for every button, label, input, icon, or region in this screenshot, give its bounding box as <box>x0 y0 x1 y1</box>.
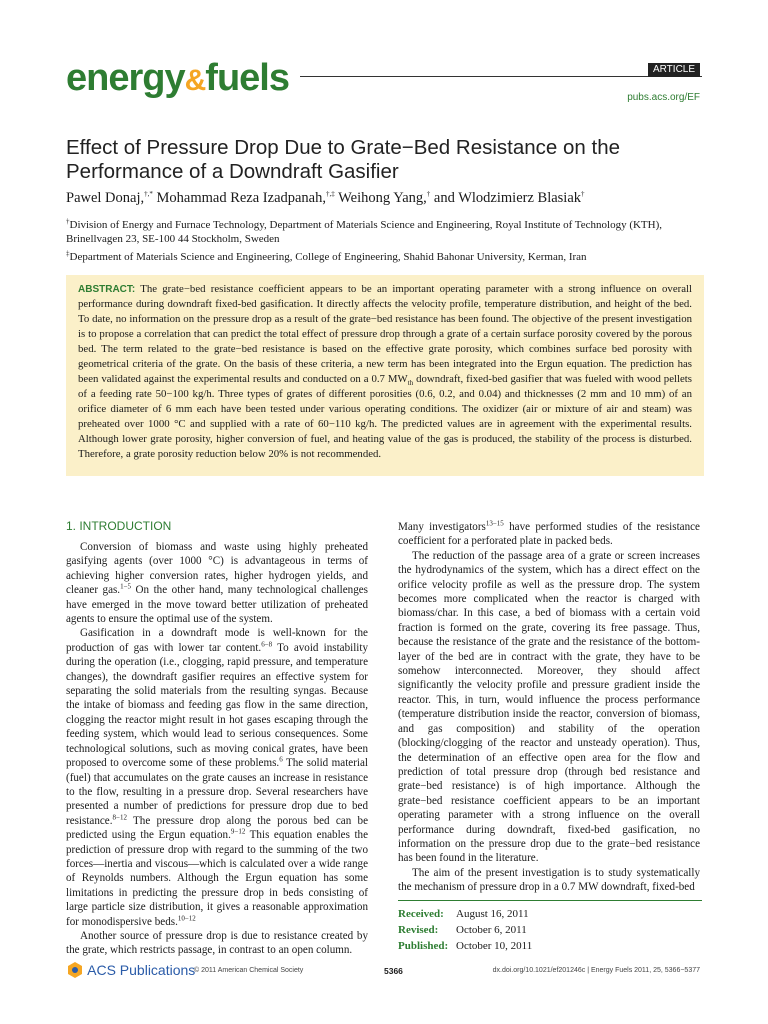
affiliation-text: Division of Energy and Furnace Technology, Department of Materials Science and Engineering, Royal Institute of Technology (KTH), Brinellvagen 23, SE-100 44 Stockholm, Sweden <box>66 219 663 245</box>
citation-ref[interactable]: 8−12 <box>112 813 127 822</box>
paragraph: The aim of the present investigation is to study systematically the mechanism of pressure drop in a 0.7 MW downdraft, fixed-bed <box>398 866 700 894</box>
dates-rule <box>398 900 702 901</box>
logo-ampersand: & <box>184 64 206 97</box>
journal-url-link[interactable]: pubs.acs.org/EF <box>627 92 700 103</box>
paragraph: Many investigators$^{13-15}$ have performed studies of the resistance coefficient for a perforated plate in packed beds. <box>398 519 700 548</box>
revised-date: October 6, 2011 <box>456 924 527 936</box>
published-date: October 10, 2011 <box>456 940 533 952</box>
received-label: Received: <box>398 908 444 920</box>
author-name[interactable]: Weihong Yang, <box>334 190 427 206</box>
header-rule <box>300 76 702 77</box>
journal-logo <box>66 56 289 103</box>
author-name[interactable]: and Wlodzimierz Blasiak <box>430 190 582 206</box>
article-badge: ARTICLE <box>648 63 700 77</box>
received-date: August 16, 2011 <box>456 908 529 920</box>
section-heading: 1. INTRODUCTION <box>66 519 172 533</box>
citation-ref[interactable]: 10−12 <box>177 913 196 922</box>
citation-ref[interactable]: 6 <box>279 755 283 764</box>
doi-citation-link[interactable]: dx.doi.org/10.1021/ef201246c | Energy Fuels 2011, 25, 5366−5377 <box>492 967 700 974</box>
abstract <box>78 282 692 462</box>
author-mark: †,‡ <box>326 190 335 199</box>
copyright: © 2011 American Chemical Society <box>194 967 304 974</box>
affiliation-2 <box>66 250 716 264</box>
abstract-subscript: th <box>407 379 414 388</box>
logo-part-energy: energy <box>66 57 185 99</box>
author-list <box>66 188 706 208</box>
abstract-text: downdraft, fixed-bed gasifier that was fueled with wood pellets of a feeding rate 50−100 kg/h. Three types of grates of different porosities (0.6, 0.2, and 0.04) and thicknesses (2 mm and 10 mm) of an orifice diameter of 6 mm each have been tested under various operating conditions. The oxidizer (air or mixture of air and steam) was preheated over 1000 °C and supplied with a rate of 60−110 kg/h. The predicted values are in agreement with the experimental results. Although lower grate porosity, higher conversion of fuel, and heating value of the gas is produced, the stability of the process is disturbed. Therefore, a grate porosity reduction below 20% is not recommended. <box>78 373 692 460</box>
author-name[interactable]: Mohammad Reza Izadpanah, <box>152 190 326 206</box>
author-name[interactable]: Pawel Donaj, <box>66 190 145 206</box>
acs-publications-logo[interactable] <box>66 961 195 979</box>
publisher-name: ACS Publications <box>87 962 196 978</box>
page-number: 5366 <box>384 966 403 976</box>
citation-ref[interactable]: 9−12 <box>230 827 246 836</box>
author-mark: † <box>581 190 585 199</box>
paragraph: Conversion of biomass and waste using highly preheated gasifying agents (over 1000 °C) is advantageous in terms of achieving higher conversion rates, higher hydrogen yields, and cleaner gas.$^{1-5}$ On the other hand, many technological challenges have emerged in the move toward better utilization of preheated agents to ensure the optimal use of the system. <box>66 541 369 626</box>
paragraph: Another source of pressure drop is due to resistance created by the grate, which restricts passage, in contrast to an open column. <box>66 929 368 957</box>
paper-title: Effect of Pressure Drop Due to Grate−Bed Resistance on the Performance of a Downdraft Gasifier <box>66 136 620 183</box>
affiliation-text: Department of Materials Science and Engineering, College of Engineering, Shahid Bahonar University, Kerman, Iran <box>69 251 587 263</box>
revised-label: Revised: <box>398 924 439 936</box>
author-mark: † <box>426 190 431 199</box>
paragraph: The reduction of the passage area of a grate or screen increases the hydrodynamics of the system, which has a direct effect on the orifice velocity profile as well as the pressure drop. The system becomes more complicated when the reactor is charged with biomass/char. In this case, a bed of biomass with a certain void fraction is formed on the grate, covering its free passage. Thus, because the resistance of the grate and the resistance of the bottom-layer of the bed are in contract with the grate, they have to be somehow interconnected. Moreover, they should affect significantly the velocity profile and pressure gradient inside the reactor. This, in turn, would influence the process performance (temperature distribution inside the reactor, conversion of biomass, and gas composition) and stability of the operation (blocking/clogging of the reactor and unsteady operation). Thus, the determination of an effective open area for the flow and prediction of total pressure drop (through bed resistance and grate−bed resistance) is of high importance. Although the grate−bed resistance coefficient appears to be an important operating parameter with a strong influence on the overall performance during downdraft, fixed-bed gasification, no information on the pressure drop due to the grate−bed resistance has been found in the literature. <box>398 549 700 865</box>
published-label: Published: <box>398 940 449 952</box>
citation-ref[interactable]: 6−8 <box>261 640 273 649</box>
acs-hexagon-icon <box>66 961 84 979</box>
paragraph: Gasification in a downdraft mode is well-known for the production of gas with lower tar content.$^{6-8}$ To avoid instability during the operation (i.e., clogging, rapid pressure, and temperature changes), the downdraft gasifier requires an effective system for separating the solid materials from the resulting syngas. Because the intake of biomass and feeding gas flow in the same direction, clogging the reactor might result in hot gases escaping through the feeding system, which would lead to serious consequences. Some technological solutions, such as moving conical grates, have been proposed to overcome some of these problems.$^6$ The solid material (fuel) that accumulates on the grate causes an increase in resistance to the flow, resulting in a pressure drop. Several researchers have presented a number of predictions for pressure drop due to bed resistance.$^{8-12}$ The pressure drop along the porous bed can be predicted using the Ergun equation.$^{9-12}$ This equation enables the prediction of pressure drop with regard to the summing of the two forces—inertia and viscous—which is calculated over a wide range of Reynolds numbers. Although the Ergun equation has some limitations in predicting the pressure drop in beds consisting of large particle size distribution, it gives a reasonable approximation for monodispersive beds.$^{10-12}$ <box>66 627 368 928</box>
citation-ref[interactable]: 1−5 <box>120 582 132 591</box>
right-column <box>398 520 700 895</box>
logo-part-fuels: fuels <box>205 57 289 99</box>
author-mark: †,* <box>144 190 153 199</box>
left-column <box>66 518 368 958</box>
affiliation-1 <box>66 218 716 246</box>
affiliation-mark: † <box>66 217 70 226</box>
abstract-label: ABSTRACT: <box>78 284 136 295</box>
affiliation-mark: ‡ <box>66 249 70 258</box>
abstract-text: The grate−bed resistance coefficient appears to be an important operating parameter with a strong influence on overall performance during downdraft fixed-bed gasification. It directly affects the velocity profile, temperature distribution, and height of the bed. To date, no information on the pressure drop as a result of the grate−bed resistance has been found. The objective of the present investigation is to propose a correlation that can predict the total effect of pressure drop through a grate of a certain surface porosity covered by the porous bed. The term related to the grate−bed resistance is based on the effective grate porosity, which combines surface bed porosity with geometrical criteria of the grate. On the basis of these criteria, a new term has been integrated into the Ergun equation. The prediction has been validated against the experimental results and conducted on a 0.7 MW <box>78 283 692 385</box>
citation-ref[interactable]: 13−15 <box>485 519 504 528</box>
publication-dates <box>398 906 532 954</box>
